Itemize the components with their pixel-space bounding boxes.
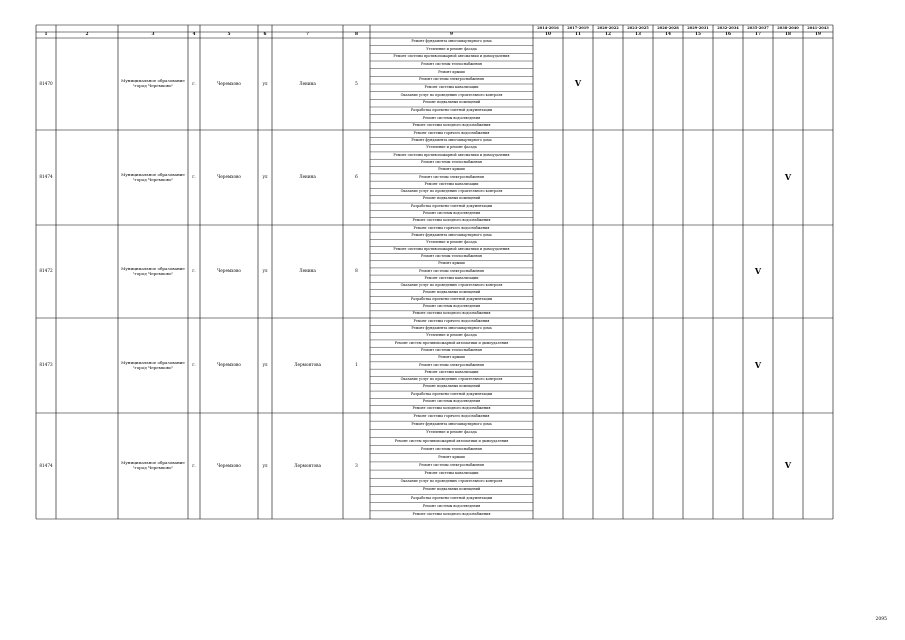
period-header: 2026-2028 xyxy=(657,26,679,31)
work-item: Утепление и ремонт фасада xyxy=(426,333,477,338)
work-item: Утепление и ремонт фасада xyxy=(426,430,477,435)
work-item: Ремонт подвальных помещений xyxy=(422,196,481,201)
column-number: 5 xyxy=(227,32,231,37)
work-item: Ремонт крыши xyxy=(438,355,465,360)
work-item: Ремонт системы горячего водоснабжения xyxy=(413,414,490,419)
work-item: Ремонт системы водоотведения xyxy=(422,399,481,404)
work-item: Утепление и ремонт фасада xyxy=(426,145,477,150)
work-item: Ремонт системы электроснабжения xyxy=(419,174,484,179)
settlement-type: г. xyxy=(192,362,196,368)
work-item: Оказание услуг по проведению строительного контроля xyxy=(400,377,503,382)
municipality: Муниципальное образование "город Черемхово" xyxy=(121,78,185,88)
period-mark: V xyxy=(784,171,792,182)
street-type: ул xyxy=(262,362,268,368)
work-item: Оказание услуг по проведению строительного контроля xyxy=(400,92,503,97)
work-item: Утепление и ремонт фасада xyxy=(426,239,477,244)
house-number: 6 xyxy=(355,174,358,180)
work-item: Ремонт подвальных помещений xyxy=(422,384,481,389)
settlement-name: Черемхово xyxy=(217,80,241,86)
municipality: Муниципальное образование "город Черемхово" xyxy=(121,359,185,370)
work-item: Ремонт фундамента многоквартирного дома xyxy=(411,137,492,142)
municipality: Муниципальное образование "город Черемхово" xyxy=(121,460,185,470)
period-header: 2038-2040 xyxy=(777,26,799,31)
column-number: 2 xyxy=(85,32,89,37)
house-id: 81472 xyxy=(39,268,53,274)
work-item: Ремонт системы канализации xyxy=(424,369,479,374)
settlement-name: Черемхово xyxy=(217,362,241,368)
settlement-name: Черемхово xyxy=(217,462,241,468)
column-number: 12 xyxy=(605,32,611,37)
work-item: Ремонт системы канализации xyxy=(424,471,479,476)
work-item: Ремонт системы водоотведения xyxy=(422,115,481,120)
work-item: Оказание услуг по проведению строительного контроля xyxy=(400,189,503,194)
street-name: Лермонтова xyxy=(294,362,321,368)
column-number: 1 xyxy=(44,32,48,37)
work-item: Ремонт системы электроснабжения xyxy=(419,463,484,468)
period-header: 2020-2022 xyxy=(597,26,619,31)
work-item: Ремонт крыши xyxy=(438,454,465,459)
street-type: ул xyxy=(262,80,268,86)
work-item: Разработка проектно-сметной документации xyxy=(410,107,493,112)
work-item: Разработка проектно-сметной документации xyxy=(410,391,493,396)
work-item: Ремонт системы электроснабжения xyxy=(419,77,484,82)
column-number: 4 xyxy=(192,32,196,37)
work-item: Утепление и ремонт фасада xyxy=(426,46,477,51)
work-item: Ремонт фундамента многоквартирного дома xyxy=(411,422,492,427)
house-id: 81474 xyxy=(39,462,53,468)
work-item: Ремонт системы канализации xyxy=(424,181,479,186)
period-header: 2032-2034 xyxy=(717,26,739,31)
column-number: 11 xyxy=(575,32,581,37)
work-item: Ремонт системы горячего водоснабжения xyxy=(413,318,490,323)
street-name: Лермонтова xyxy=(294,462,321,468)
column-number: 15 xyxy=(695,32,701,37)
settlement-type: г. xyxy=(192,268,196,274)
street-type: ул xyxy=(262,462,268,468)
column-number: 9 xyxy=(450,32,453,37)
column-number: 6 xyxy=(263,32,267,37)
work-item: Ремонт системы теплоснабжения xyxy=(421,446,482,451)
period-header: 2017-2019 xyxy=(567,26,589,31)
period-mark: V xyxy=(754,265,762,276)
work-item: Ремонт фундамента многоквартирного дома xyxy=(411,232,492,237)
street-type: ул xyxy=(262,268,268,274)
work-item: Ремонт системы канализации xyxy=(424,84,479,89)
page-number: 2095 xyxy=(875,617,887,622)
column-number: 17 xyxy=(755,32,761,37)
work-item: Ремонт подвальных помещений xyxy=(422,100,481,105)
work-item: Ремонт системы электроснабжения xyxy=(419,362,484,367)
column-number: 19 xyxy=(815,32,821,37)
work-item: Ремонт системы теплоснабжения xyxy=(421,61,482,66)
work-item: Ремонт системы противопожарной автоматики и дымоудаления xyxy=(393,152,510,157)
work-item: Ремонт системы теплоснабжения xyxy=(421,347,482,352)
street-name: Ленина xyxy=(299,174,316,180)
period-header: 2029-2031 xyxy=(687,26,709,31)
work-item: Оказание услуг по проведению строительного контроля xyxy=(400,282,503,287)
work-item: Ремонт системы водоотведения xyxy=(422,211,481,216)
column-number: 7 xyxy=(306,32,309,37)
house-id: 81470 xyxy=(39,80,53,86)
work-item: Ремонт систем противопожарной автоматики и дымоудаления xyxy=(394,438,509,443)
settlement-type: г. xyxy=(192,462,196,468)
house-number: 5 xyxy=(355,80,358,86)
period-header: 2023-2025 xyxy=(627,26,649,31)
work-item: Ремонт системы канализации xyxy=(424,275,479,280)
column-number: 14 xyxy=(665,32,671,37)
column-number: 18 xyxy=(785,32,791,37)
work-item: Ремонт системы противопожарной автоматики и дымоудаления xyxy=(393,247,510,252)
work-item: Ремонт системы горячего водоснабжения xyxy=(413,225,490,230)
work-item: Ремонт систем противопожарной автоматики и дымоудаления xyxy=(394,340,509,345)
settlement-type: г. xyxy=(192,80,196,86)
house-number: 3 xyxy=(355,462,358,468)
work-item: Ремонт системы электроснабжения xyxy=(419,268,484,273)
work-item: Ремонт фундамента многоквартирного дома xyxy=(411,38,492,43)
work-item: Ремонт крыши xyxy=(438,69,465,74)
work-item: Ремонт крыши xyxy=(438,167,465,172)
settlement-name: Черемхово xyxy=(217,174,241,180)
period-header: 2041-2043 xyxy=(807,26,829,31)
work-item: Ремонт системы горячего водоснабжения xyxy=(413,130,490,135)
work-item: Ремонт фундамента многоквартирного дома xyxy=(411,325,492,330)
work-item: Ремонт подвальных помещений xyxy=(422,289,481,294)
house-id: 81474 xyxy=(39,174,53,180)
period-mark: V xyxy=(754,359,762,370)
work-item: Ремонт системы холодного водоснабжения xyxy=(412,218,491,223)
work-item: Ремонт системы холодного водоснабжения xyxy=(412,511,491,516)
work-item: Ремонт системы холодного водоснабжения xyxy=(412,406,491,411)
work-item: Ремонт системы теплоснабжения xyxy=(421,159,482,164)
street-name: Ленина xyxy=(299,80,316,86)
period-header: 2035-2037 xyxy=(747,26,769,31)
house-id: 81473 xyxy=(39,362,53,368)
period-mark: V xyxy=(574,78,582,89)
column-number: 16 xyxy=(725,32,731,37)
municipality: Муниципальное образование "город Черемхово" xyxy=(121,265,185,276)
work-item: Ремонт системы холодного водоснабжения xyxy=(412,311,491,316)
settlement-name: Черемхово xyxy=(217,268,241,274)
work-item: Разработка проектно-сметной документации xyxy=(410,203,493,208)
work-item: Ремонт системы теплоснабжения xyxy=(421,254,482,259)
work-item: Ремонт подвальных помещений xyxy=(422,487,481,492)
work-item: Ремонт системы водоотведения xyxy=(422,304,481,309)
house-number: 8 xyxy=(355,268,358,274)
work-item: Разработка проектно-сметной документации xyxy=(410,297,493,302)
work-item: Ремонт крыши xyxy=(438,261,465,266)
settlement-type: г. xyxy=(192,174,196,180)
work-item: Оказание услуг по проведению строительного контроля xyxy=(400,479,503,484)
work-item: Ремонт системы водоотведения xyxy=(422,503,481,508)
column-number: 10 xyxy=(545,32,551,37)
work-item: Разработка проектно-сметной документации xyxy=(410,495,493,500)
work-item: Ремонт системы холодного водоснабжения xyxy=(412,123,491,128)
municipality: Муниципальное образование "город Черемхово" xyxy=(121,171,185,182)
period-mark: V xyxy=(784,460,792,471)
column-number: 13 xyxy=(635,32,641,37)
house-number: 1 xyxy=(355,362,358,368)
column-number: 3 xyxy=(151,32,155,37)
work-item: Ремонт системы противопожарной автоматики и дымоудаления xyxy=(393,54,510,59)
street-type: ул xyxy=(262,174,268,180)
period-header: 2014-2016 xyxy=(537,26,559,31)
street-name: Ленина xyxy=(299,268,316,274)
column-number: 8 xyxy=(355,32,358,37)
